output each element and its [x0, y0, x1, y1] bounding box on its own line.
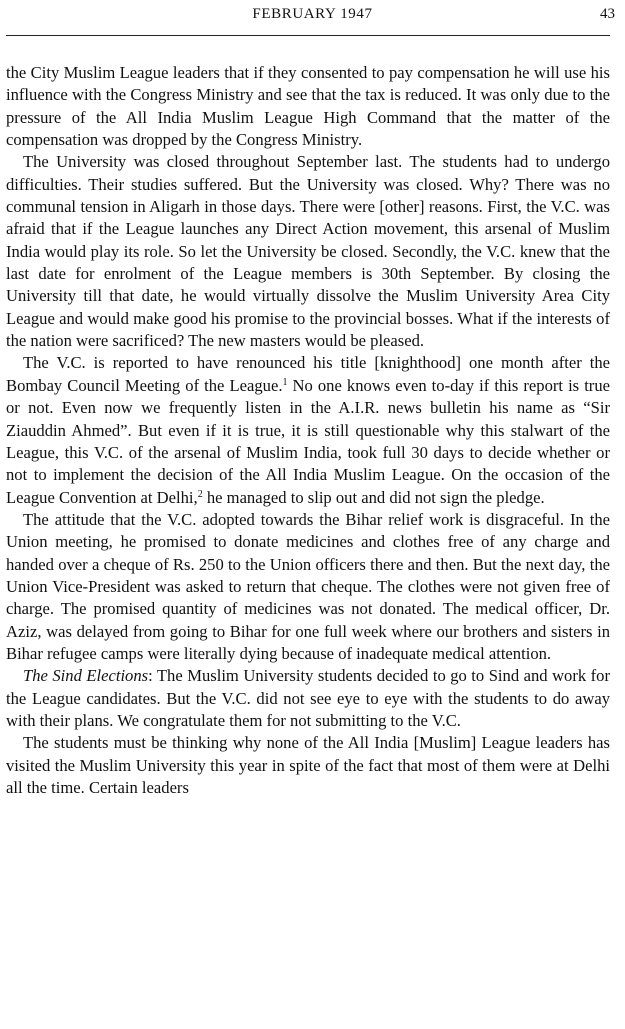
- paragraph-text: : The Muslim University students decided to go to Sind and work for the League candidates. But the V.C. did not see eye to eye with the students to do away with their plans. We congratulate them for not submitting to the V.C.: [6, 666, 611, 730]
- paragraph-text: The V.C. is reported to have renounced his title [knighthood] one month after the Bombay Council Meeting of the League.: [6, 353, 610, 395]
- paragraph-bihar-relief: The attitude that the V.C. adopted towards the Bihar relief work is disgraceful. In the Union meeting, he promised to donate medicines and clothes free of any charge and handed over a cheque of Rs. 250 to the Union officers there and then. But the next day, the Union Vice-President was asked to return that cheque. The clothes were not given free of charge. The promised quantity of medicines was not donated. The medical officer, Dr. Aziz, was delayed from going to Bihar for one full week where our brothers and sisters in Bihar refugee camps were literally dying because of inadequate medical attention.: [6, 509, 610, 663]
- page-number: 43: [600, 6, 615, 22]
- paragraph-university-closed: The University was closed throughout September last. The students had to undergo difficulties. Their studies suffered. But the University was closed. Why? There was no communal tension in Aligarh in those days. There were [other] reasons. First, the V.C. was afraid that if the League launches any Direct Action movement, this arsenal of Muslim India would play its role. So let the University be closed. Secondly, the V.C. knew that the last date for enrolment of the League members is 30th September. By closing the University till that date, he would virtually dissolve the Muslim University Area City League and would make good his promise to the provincial bosses. What if the interests of the nation were sacrificed? The new masters would be pleased.: [6, 152, 610, 351]
- paragraph-text: No one knows even to-day if this report is true or not. Even now we frequently listen in the A.I.R. news bulletin his name as “Sir Ziauddin Ahmed”. But even if it is true, it is still questionable why this stalwart of the League, this V.C. of the arsenal of Muslim India, took full 30 days to decide whether or not to implement the decision of the All India Muslim League. On the occasion of the League Convention at Delhi,: [6, 375, 610, 507]
- run-in-heading: The Sind Elections: [23, 666, 149, 686]
- running-head: FEBRUARY 1947: [252, 6, 373, 22]
- paragraph-text: he managed to slip out and did not sign the pledge.: [202, 487, 545, 507]
- paragraph-sind-elections: [6, 665, 610, 732]
- body-text: [6, 62, 610, 799]
- header-rule: [6, 35, 610, 36]
- paragraph-title-renounced: [6, 352, 610, 508]
- page-header: [0, 6, 625, 28]
- footnote-ref-2: 2: [197, 488, 203, 500]
- paragraph-compensation: the City Muslim League leaders that if they consented to pay compensation he will use his influence with the Congress Ministry and see that the tax is reduced. It was only due to the pressure of the All India Muslim League High Command that the matter of the compensation was dropped by the Congress Ministry.: [6, 63, 610, 150]
- paragraph-league-leaders: The students must be thinking why none of the All India [Muslim] League leaders has visited the Muslim University this year in spite of the fact that most of them were at Delhi all the time. Certain leaders: [6, 733, 610, 797]
- footnote-ref-1: 1: [282, 376, 288, 388]
